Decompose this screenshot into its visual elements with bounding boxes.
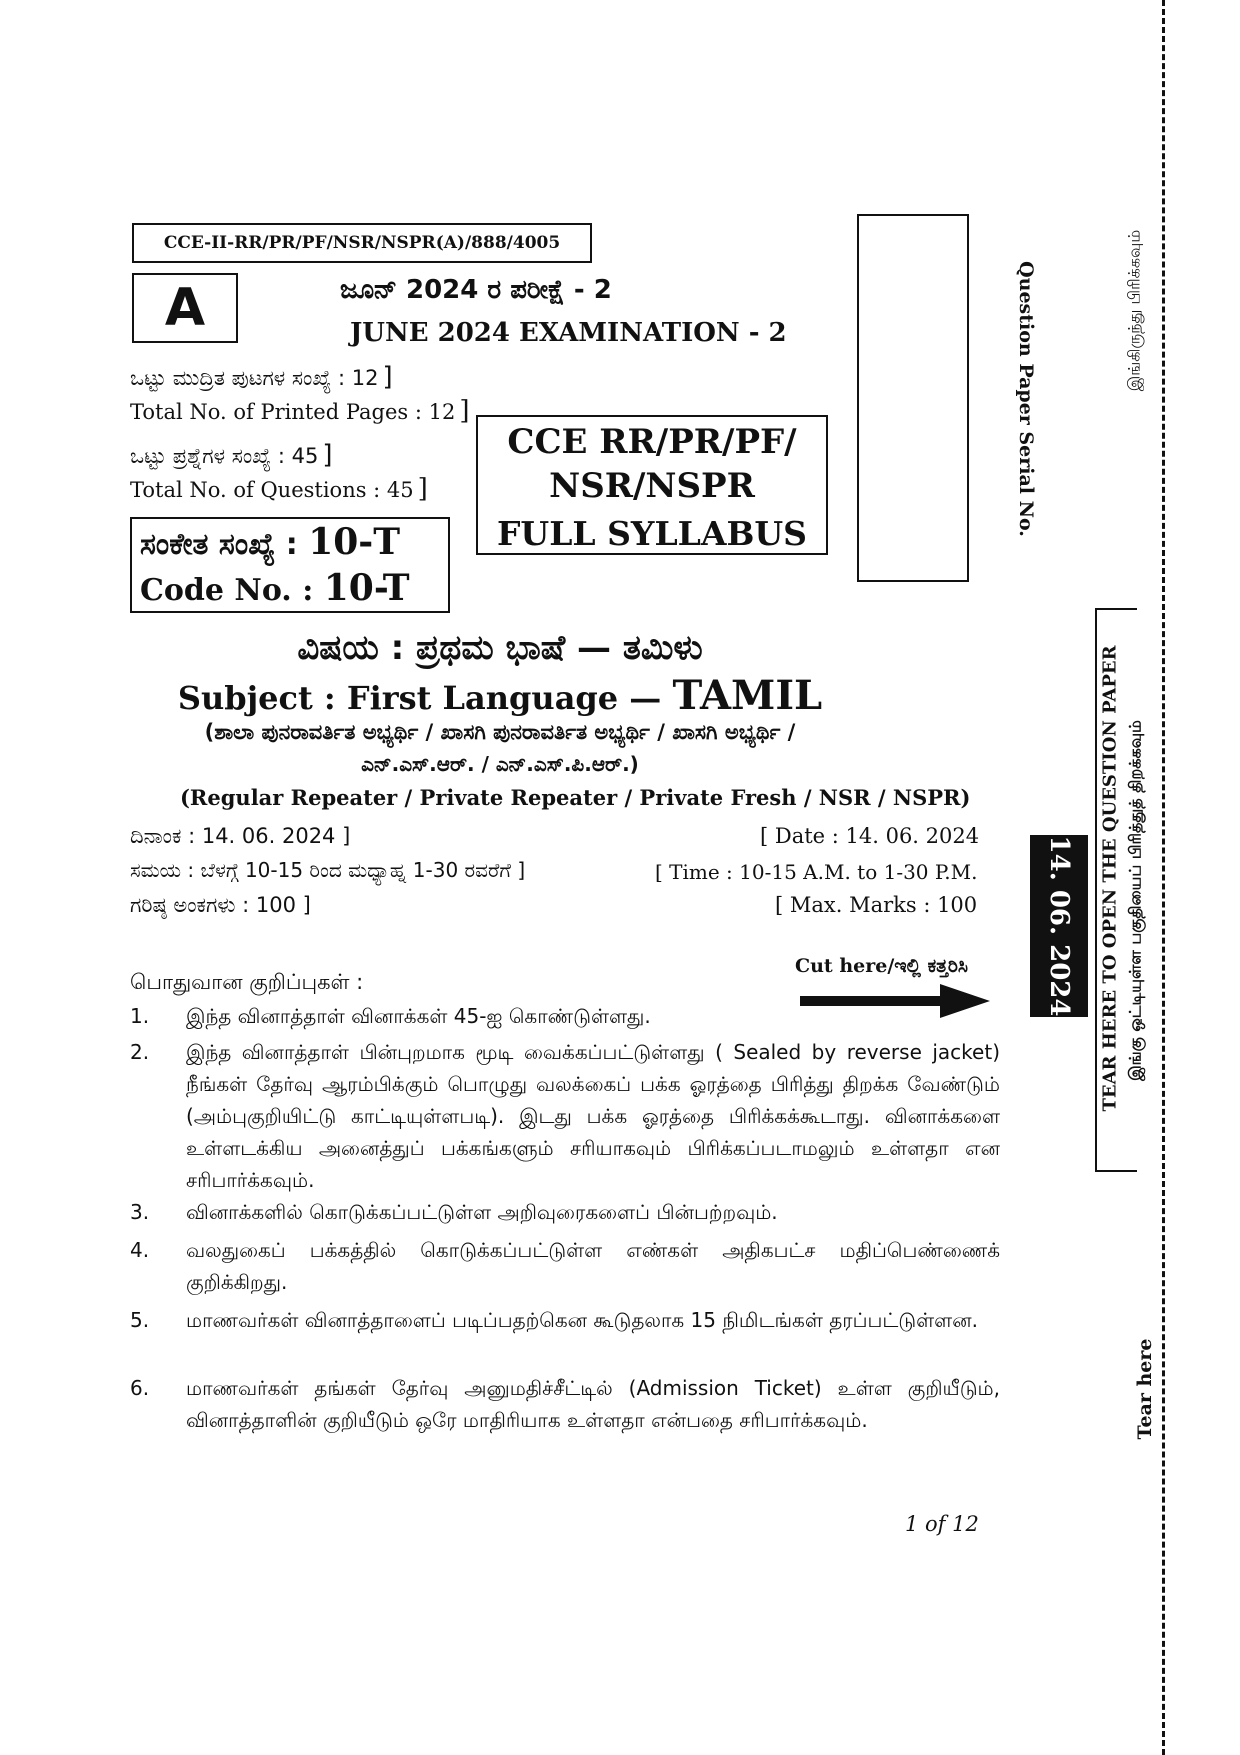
bracket: ] xyxy=(417,474,428,504)
syllabus-line-3: FULL SYLLABUS xyxy=(496,514,807,553)
bracket: ] xyxy=(382,362,393,392)
printed-pages-kannada xyxy=(130,362,393,392)
instruction-item xyxy=(130,1000,1000,1032)
syllabus-line-2: NSR/NSPR xyxy=(549,466,755,506)
code-row-english xyxy=(140,565,448,611)
time-english: [ Time : 10-15 A.M. to 1-30 P.M. xyxy=(655,860,978,884)
instruction-text: வினாக்களில் கொடுக்கப்பட்டுள்ள அறிவுரைகளைப் பின்பற்றவும். xyxy=(186,1200,778,1224)
instruction-text: மாணவர்கள் தங்கள் தேர்வு அனுமதிச்சீட்டில் (Admission Ticket) உள்ள குறியீடும், வினாத்தாளின் குறியீடும் ஒரே மாதிரியாக உள்ளதா என்பதை சரிபார்க்கவும். xyxy=(186,1376,1000,1432)
instruction-number: 2. xyxy=(130,1040,150,1064)
instruction-item xyxy=(130,1372,1000,1436)
instruction-number: 6. xyxy=(130,1376,150,1400)
candidates-kannada-line-2: ಎನ್.ಎಸ್.ಆರ್. / ಎನ್.ಎಸ್.ಪಿ.ಆರ್.) xyxy=(361,752,639,776)
tear-here-instruction-tamil: இங்கு ஒட்டியுள்ள பகுதியைப் பிரித்துத் திறக்கவும் xyxy=(1125,720,1145,1081)
total-questions-kannada xyxy=(130,440,332,470)
code-row-kannada xyxy=(140,519,448,565)
total-questions-kannada-text: ಒಟ್ಟು ಪ್ರಶ್ನೆಗಳ ಸಂಖ್ಯೆ : 45 xyxy=(130,444,319,468)
printed-pages-english xyxy=(130,396,470,426)
page-number: 1 of 12 xyxy=(905,1512,979,1536)
code-label-english: Code No. : xyxy=(140,573,314,608)
code-number-box xyxy=(130,517,450,613)
candidates-kannada-line-1: (ಶಾಲಾ ಪುನರಾವರ್ತಿತ ಅಭ್ಯರ್ಥಿ / ಖಾಸಗಿ ಪುನರಾವರ್ತಿತ ಅಭ್ಯರ್ಥಿ / ಖಾಸಗಿ ಅಭ್ಯರ್ಥಿ / xyxy=(204,720,796,744)
instruction-text: மாணவர்கள் வினாத்தாளைப் படிப்பதற்கென கூடுதலாக 15 நிமிடங்கள் தரப்பட்டுள்ளன. xyxy=(186,1308,978,1332)
general-instructions-title: பொதுவான குறிப்புகள் : xyxy=(130,970,364,994)
syllabus-line-1: CCE RR/PR/PF/ xyxy=(507,422,797,462)
tear-from-here-tamil: இங்கிருந்து பிரிக்கவும் xyxy=(1124,229,1144,392)
instruction-number: 4. xyxy=(130,1238,150,1262)
instruction-text: வலதுகைப் பக்கத்தில் கொடுக்கப்பட்டுள்ள எண்கள் அதிகபட்ச மதிப்பெண்ணைக் குறிக்கிறது. xyxy=(186,1238,1000,1294)
subject-english xyxy=(0,672,1000,719)
instruction-number: 1. xyxy=(130,1004,150,1028)
cut-here-label: Cut here/ಇಲ್ಲಿ ಕತ್ತರಿಸಿ xyxy=(795,955,968,977)
max-marks-english: [ Max. Marks : 100 xyxy=(775,893,978,917)
version-letter: A xyxy=(132,273,238,343)
code-value: 10-T xyxy=(323,567,410,609)
bracket: ] xyxy=(322,440,333,470)
date-tab-text: 14. 06. 2024 xyxy=(1044,835,1074,1017)
printed-pages-kannada-text: ಒಟ್ಟು ಮುದ್ರಿತ ಪುಟಗಳ ಸಂಖ್ಯೆ : 12 xyxy=(130,366,379,390)
instruction-number: 5. xyxy=(130,1308,150,1332)
instruction-item xyxy=(130,1196,1000,1228)
tear-here-instruction-english: TEAR HERE TO OPEN THE QUESTION PAPER xyxy=(1099,645,1121,1112)
max-marks-kannada: ಗರಿಷ್ಠ ಅಂಕಗಳು : 100 ] xyxy=(130,893,311,917)
instruction-text: இந்த வினாத்தாள் வினாக்கள் 45-ஐ கொண்டுள்ளது. xyxy=(186,1004,651,1028)
bracket: ] xyxy=(459,396,470,426)
total-questions-english xyxy=(130,474,428,504)
subject-language: TAMIL xyxy=(672,672,823,719)
instruction-item xyxy=(130,1234,1000,1298)
paper-code: CCE-II-RR/PR/PF/NSR/NSPR(A)/888/4005 xyxy=(132,223,592,263)
instruction-text: இந்த வினாத்தாள் பின்புறமாக மூடி வைக்கப்பட்டுள்ளது ( Sealed by reverse jacket) நீங்கள் தேர்வு ஆரம்பிக்கும் பொழுது வலக்கைப் பக்க ஓரத்தை பிரித்து திறக்க வேண்டும் (அம்புகுறியிட்டு காட்டியுள்ளபடி). இடது பக்க ஓரத்தை பிரிக்கக்கூடாது. வினாக்களை உள்ளடக்கிய அனைத்துப் பக்கங்களும் சரியாகவும் பிரிக்கப்படாமலும் உள்ளதா என சரிபார்க்கவும். xyxy=(186,1040,1000,1192)
instruction-item xyxy=(130,1036,1000,1196)
candidates-english: (Regular Repeater / Private Repeater / Private Fresh / NSR / NSPR) xyxy=(180,785,971,810)
instruction-item xyxy=(130,1304,1000,1336)
instruction-number: 3. xyxy=(130,1200,150,1224)
tear-here-label[interactable]: Tear here xyxy=(1134,1338,1156,1440)
subject-kannada: ವಿಷಯ : ಪ್ರಥಮ ಭಾಷೆ — ತಮಿಳು xyxy=(297,628,703,668)
tear-dashed-line[interactable] xyxy=(1162,0,1165,1755)
exam-title-english: JUNE 2024 EXAMINATION - 2 xyxy=(350,318,787,348)
total-questions-english-text: Total No. of Questions : 45 xyxy=(130,478,414,502)
date-english: [ Date : 14. 06. 2024 xyxy=(760,824,980,848)
serial-number-label: Question Paper Serial No. xyxy=(1015,261,1037,537)
exam-title-kannada: ಜೂನ್ 2024 ರ ಪರೀಕ್ಷೆ - 2 xyxy=(340,275,612,305)
serial-number-box xyxy=(857,214,969,582)
subject-english-prefix: Subject : First Language — xyxy=(177,679,673,717)
date-kannada: ದಿನಾಂಕ : 14. 06. 2024 ] xyxy=(130,824,351,848)
code-label-kannada: ಸಂಕೇತ ಸಂಖ್ಯೆ : xyxy=(140,527,298,562)
time-kannada: ಸಮಯ : ಬೆಳಗ್ಗೆ 10-15 ರಿಂದ ಮಧ್ಯಾಹ್ನ 1-30 ರವರೆಗೆ ] xyxy=(130,858,526,882)
printed-pages-english-text: Total No. of Printed Pages : 12 xyxy=(130,400,456,424)
code-value: 10-T xyxy=(308,521,401,563)
syllabus-box xyxy=(476,415,828,555)
